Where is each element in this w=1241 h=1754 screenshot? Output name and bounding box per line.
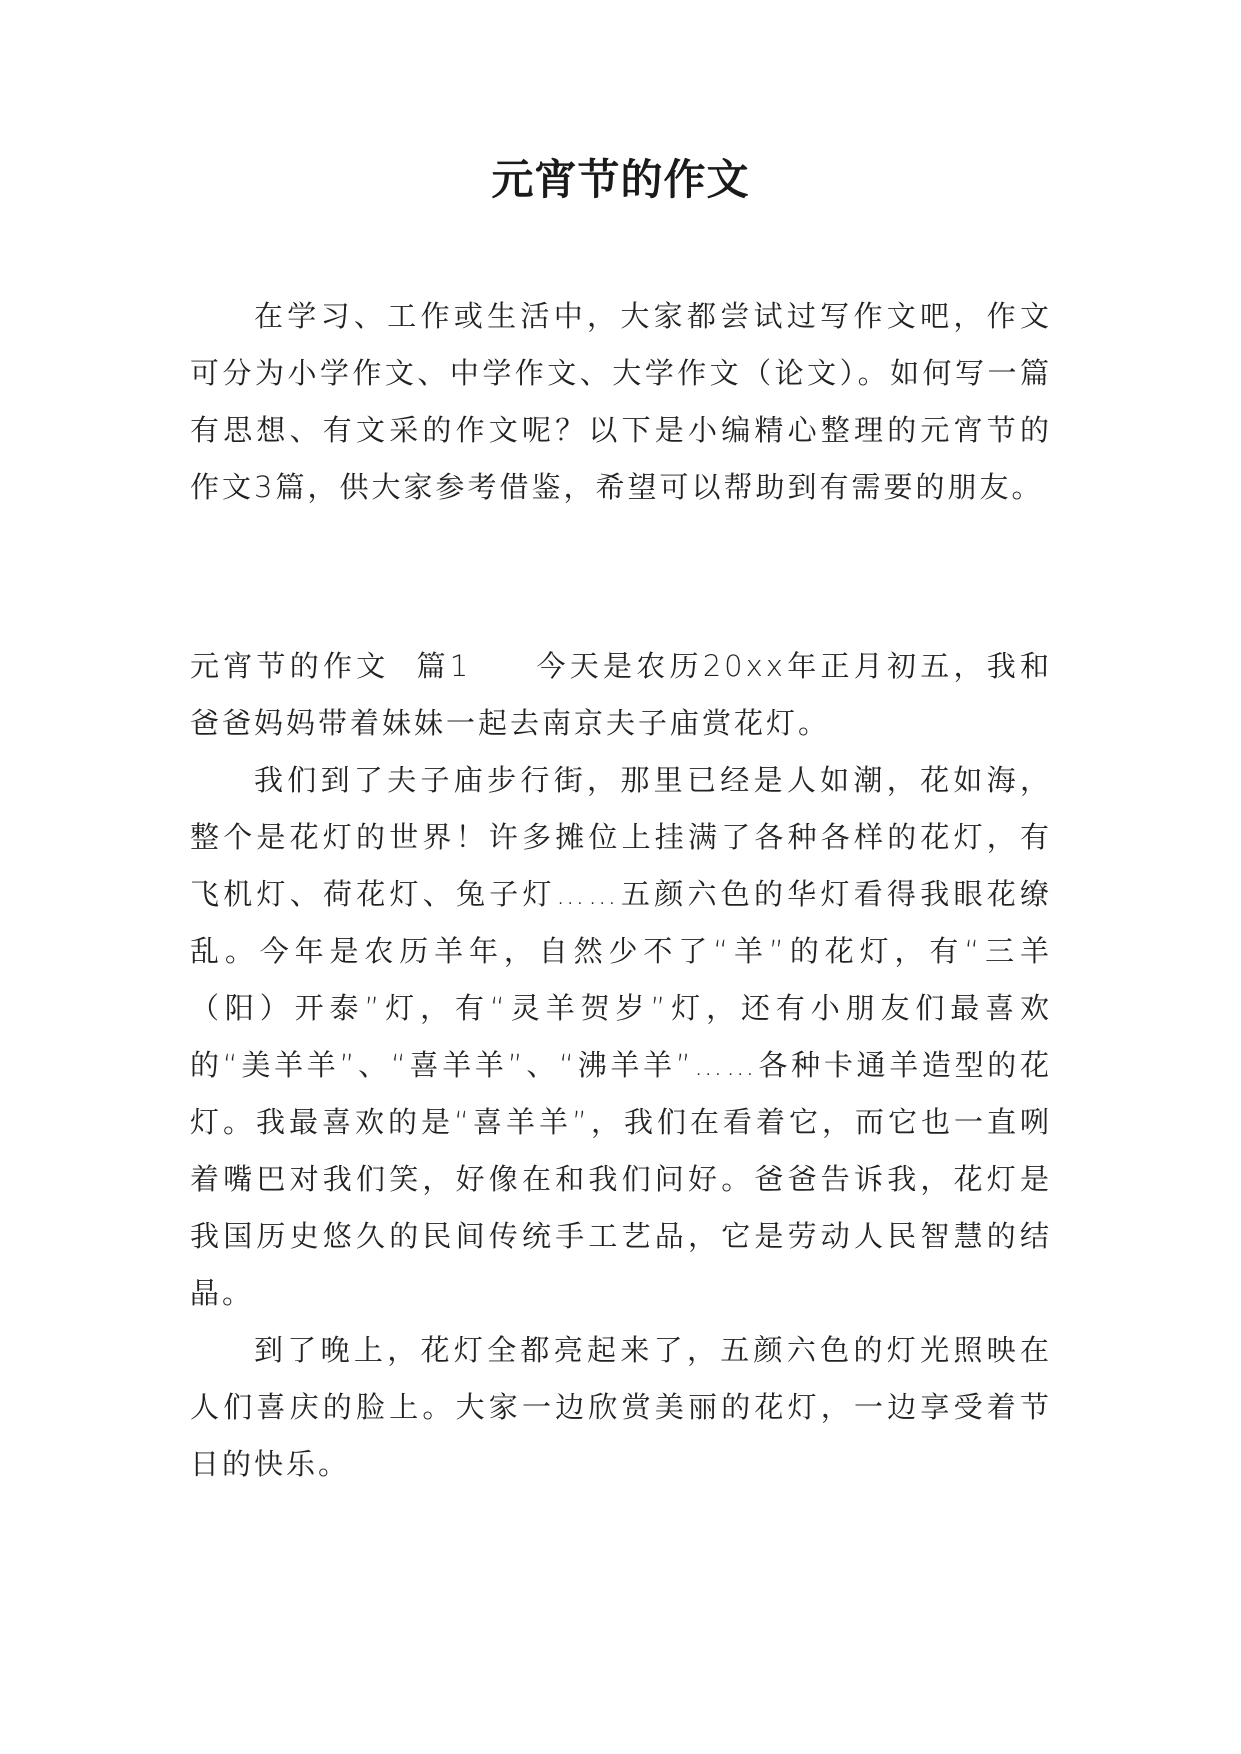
document-title: 元宵节的作文 <box>491 155 750 204</box>
section-1-first-paragraph <box>190 638 1052 752</box>
section-1 <box>190 638 1052 1493</box>
intro-block <box>190 288 1052 516</box>
section-1-heading-gap <box>471 649 535 683</box>
section-1-heading: 元宵节的作文 篇1 <box>190 649 472 683</box>
section-1-paragraph-2: 我们到了夫子庙步行街，那里已经是人如潮，花如海，整个是花灯的世界！许多摊位上挂满了各种各样的花灯，有飞机灯、荷花灯、兔子灯……五颜六色的华灯看得我眼花缭乱。今年是农历羊年，自然少不了“羊”的花灯，有“三羊（阳）开泰”灯，有“灵羊贺岁”灯，还有小朋友们最喜欢的“美羊羊”、“喜羊羊”、“沸羊羊”……各种卡通羊造型的花灯。我最喜欢的是“喜羊羊”，我们在看着它，而它也一直咧着嘴巴对我们笑，好像在和我们问好。爸爸告诉我，花灯是我国历史悠久的民间传统手工艺品，它是劳动人民智慧的结晶。 <box>190 763 1052 1310</box>
section-1-paragraph-3: 到了晚上，花灯全都亮起来了，五颜六色的灯光照映在人们喜庆的脸上。大家一边欣赏美丽的花灯，一边享受着节日的快乐。 <box>190 1333 1052 1481</box>
intro-paragraph: 在学习、工作或生活中，大家都尝试过写作文吧，作文可分为小学作文、中学作文、大学作文（论文）。如何写一篇有思想、有文采的作文呢？以下是小编精心整理的元宵节的作文3篇，供大家参考借鉴，希望可以帮助到有需要的朋友。 <box>190 299 1052 504</box>
section-1-paragraph-1: 今天是农历20xx年正月初五，我和爸爸妈妈带着妹妹一起去南京夫子庙赏花灯。 <box>190 649 1052 740</box>
